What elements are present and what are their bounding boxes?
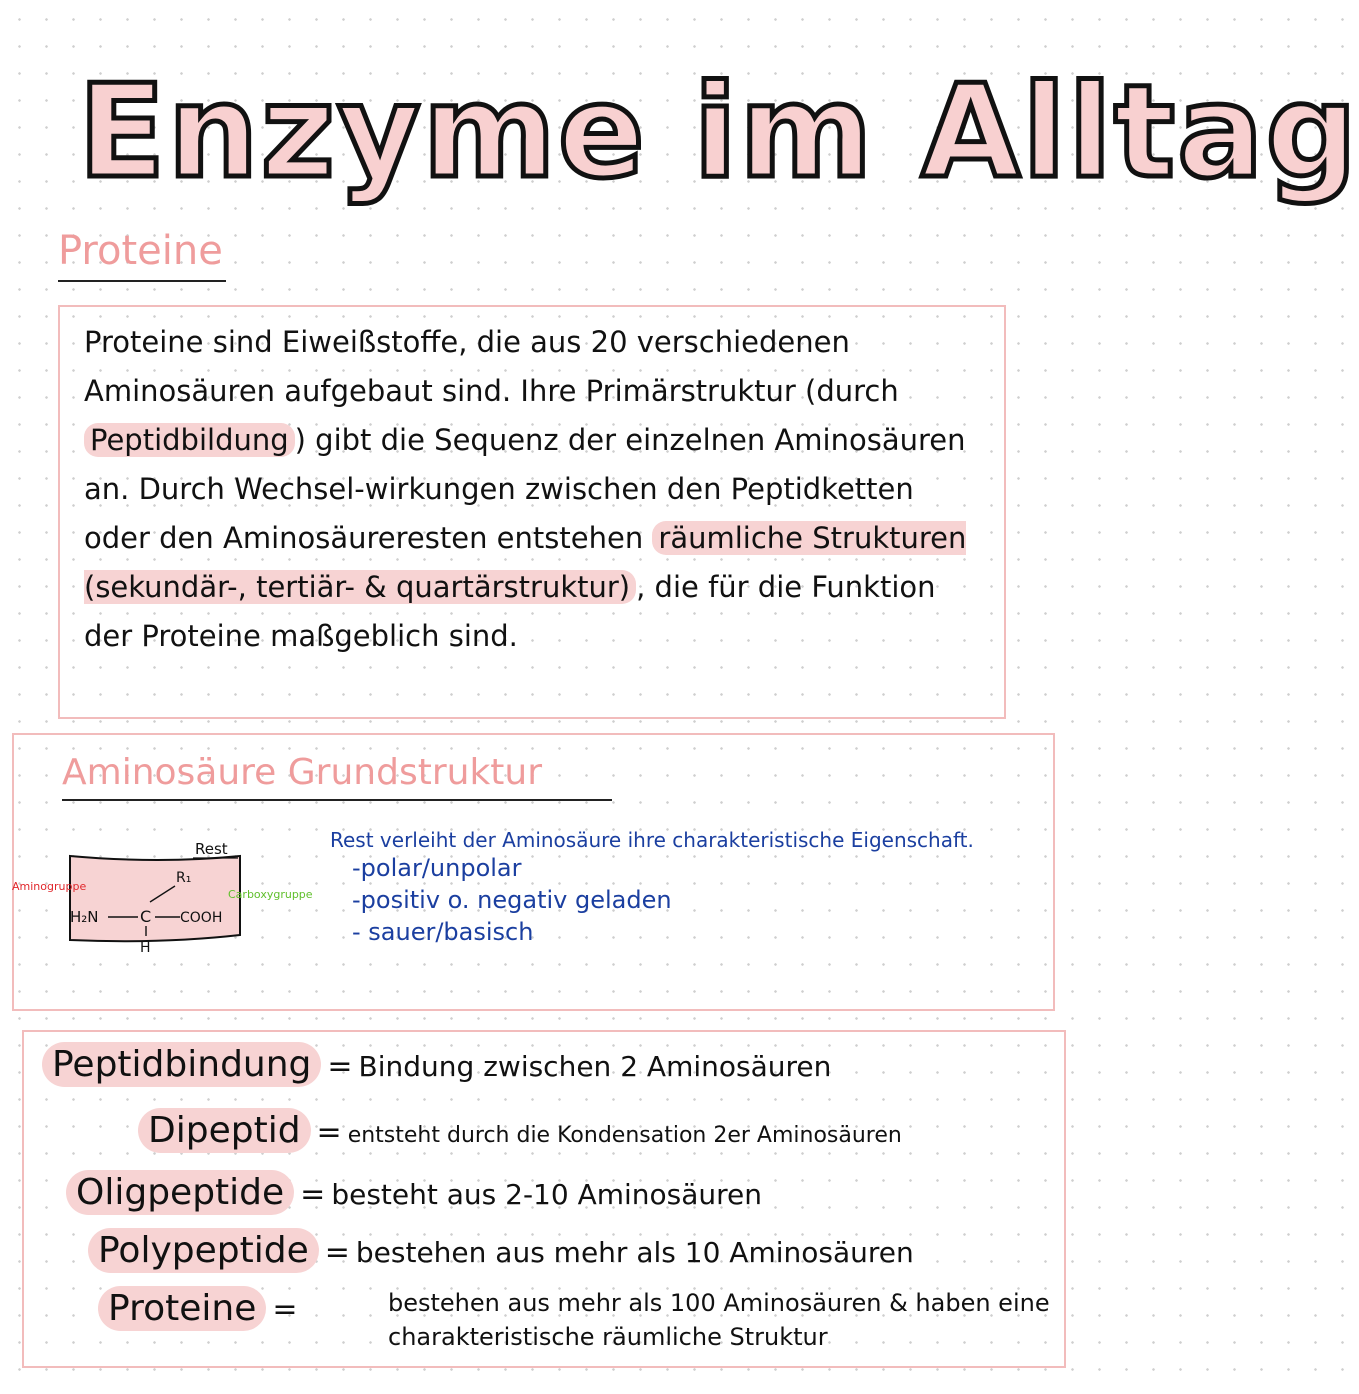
equals-sign: = (272, 1292, 298, 1327)
definition-row (138, 1108, 902, 1153)
section-heading-amino-acid: Aminosäure Grundstruktur (62, 752, 612, 801)
equals-sign: = (327, 1049, 353, 1084)
definition-description: bestehen aus mehr als 100 Aminosäuren & haben eine charakteristische räumliche Struktur (388, 1289, 1050, 1351)
cooh-label: COOH (180, 910, 223, 926)
h2n-label: H₂N (70, 908, 99, 926)
definition-row (88, 1228, 914, 1273)
amino-acid-notes (330, 828, 1050, 948)
definition-row (98, 1286, 1058, 1354)
highlight-raeumliche-strukturen: räumliche Strukturen (sekundär-, tertiär- & quartärstruktur) (84, 521, 967, 604)
definition-term: Dipeptid (138, 1108, 311, 1153)
rest-label: Rest (195, 840, 228, 858)
c-alpha-label: C (140, 907, 152, 926)
note-item: -polar/unpolar (352, 854, 522, 882)
carboxygruppe-label: Carboxygruppe (228, 888, 313, 901)
definition-description: entsteht durch die Kondensation 2er Aminosäuren (347, 1123, 902, 1148)
definition-row (66, 1170, 762, 1215)
amino-acid-structure-diagram (10, 830, 330, 960)
proteins-text-part-3: , die für die Funktion der Proteine maßgeblich sind. (84, 570, 936, 653)
definition-description: besteht aus 2-10 Aminosäuren (331, 1178, 763, 1211)
note-item: -positiv o. negativ geladen (352, 886, 672, 914)
definition-term: Peptidbindung (42, 1042, 321, 1087)
section-heading-proteins: Proteine (58, 228, 226, 282)
definition-term: Oligpeptide (66, 1170, 294, 1215)
definition-term: Proteine (98, 1286, 266, 1331)
equals-sign: = (316, 1115, 342, 1150)
equals-sign: = (324, 1235, 350, 1270)
h-label: H (140, 940, 151, 956)
equals-sign: = (300, 1177, 326, 1212)
notes-heading: Rest verleiht der Aminosäure ihre charakteristische Eigenschaft. (330, 828, 974, 852)
page-title: Enzyme im Alltag (78, 58, 1359, 207)
highlight-peptidbildung: Peptidbildung (84, 423, 295, 457)
definition-row (42, 1042, 831, 1087)
note-item: - sauer/basisch (352, 918, 534, 946)
definition-term: Polypeptide (88, 1228, 319, 1273)
r1-label: R₁ (176, 870, 192, 886)
proteins-paragraph (84, 318, 984, 661)
aminogruppe-label: Aminogruppe (12, 880, 87, 893)
proteins-text-part-2: ) gibt die Sequenz der einzelnen Aminosäuren an. Durch Wechsel-wirkungen zwischen den Peptidketten oder den Aminosäureresten entstehen (84, 423, 966, 555)
definition-description: Bindung zwischen 2 Aminosäuren (358, 1050, 832, 1083)
proteins-text-part-1: Proteine sind Eiweißstoffe, die aus 20 verschiedenen Aminosäuren aufgebaut sind. Ihre Primärstruktur (durch (84, 325, 899, 408)
definition-description: bestehen aus mehr als 10 Aminosäuren (355, 1236, 914, 1269)
